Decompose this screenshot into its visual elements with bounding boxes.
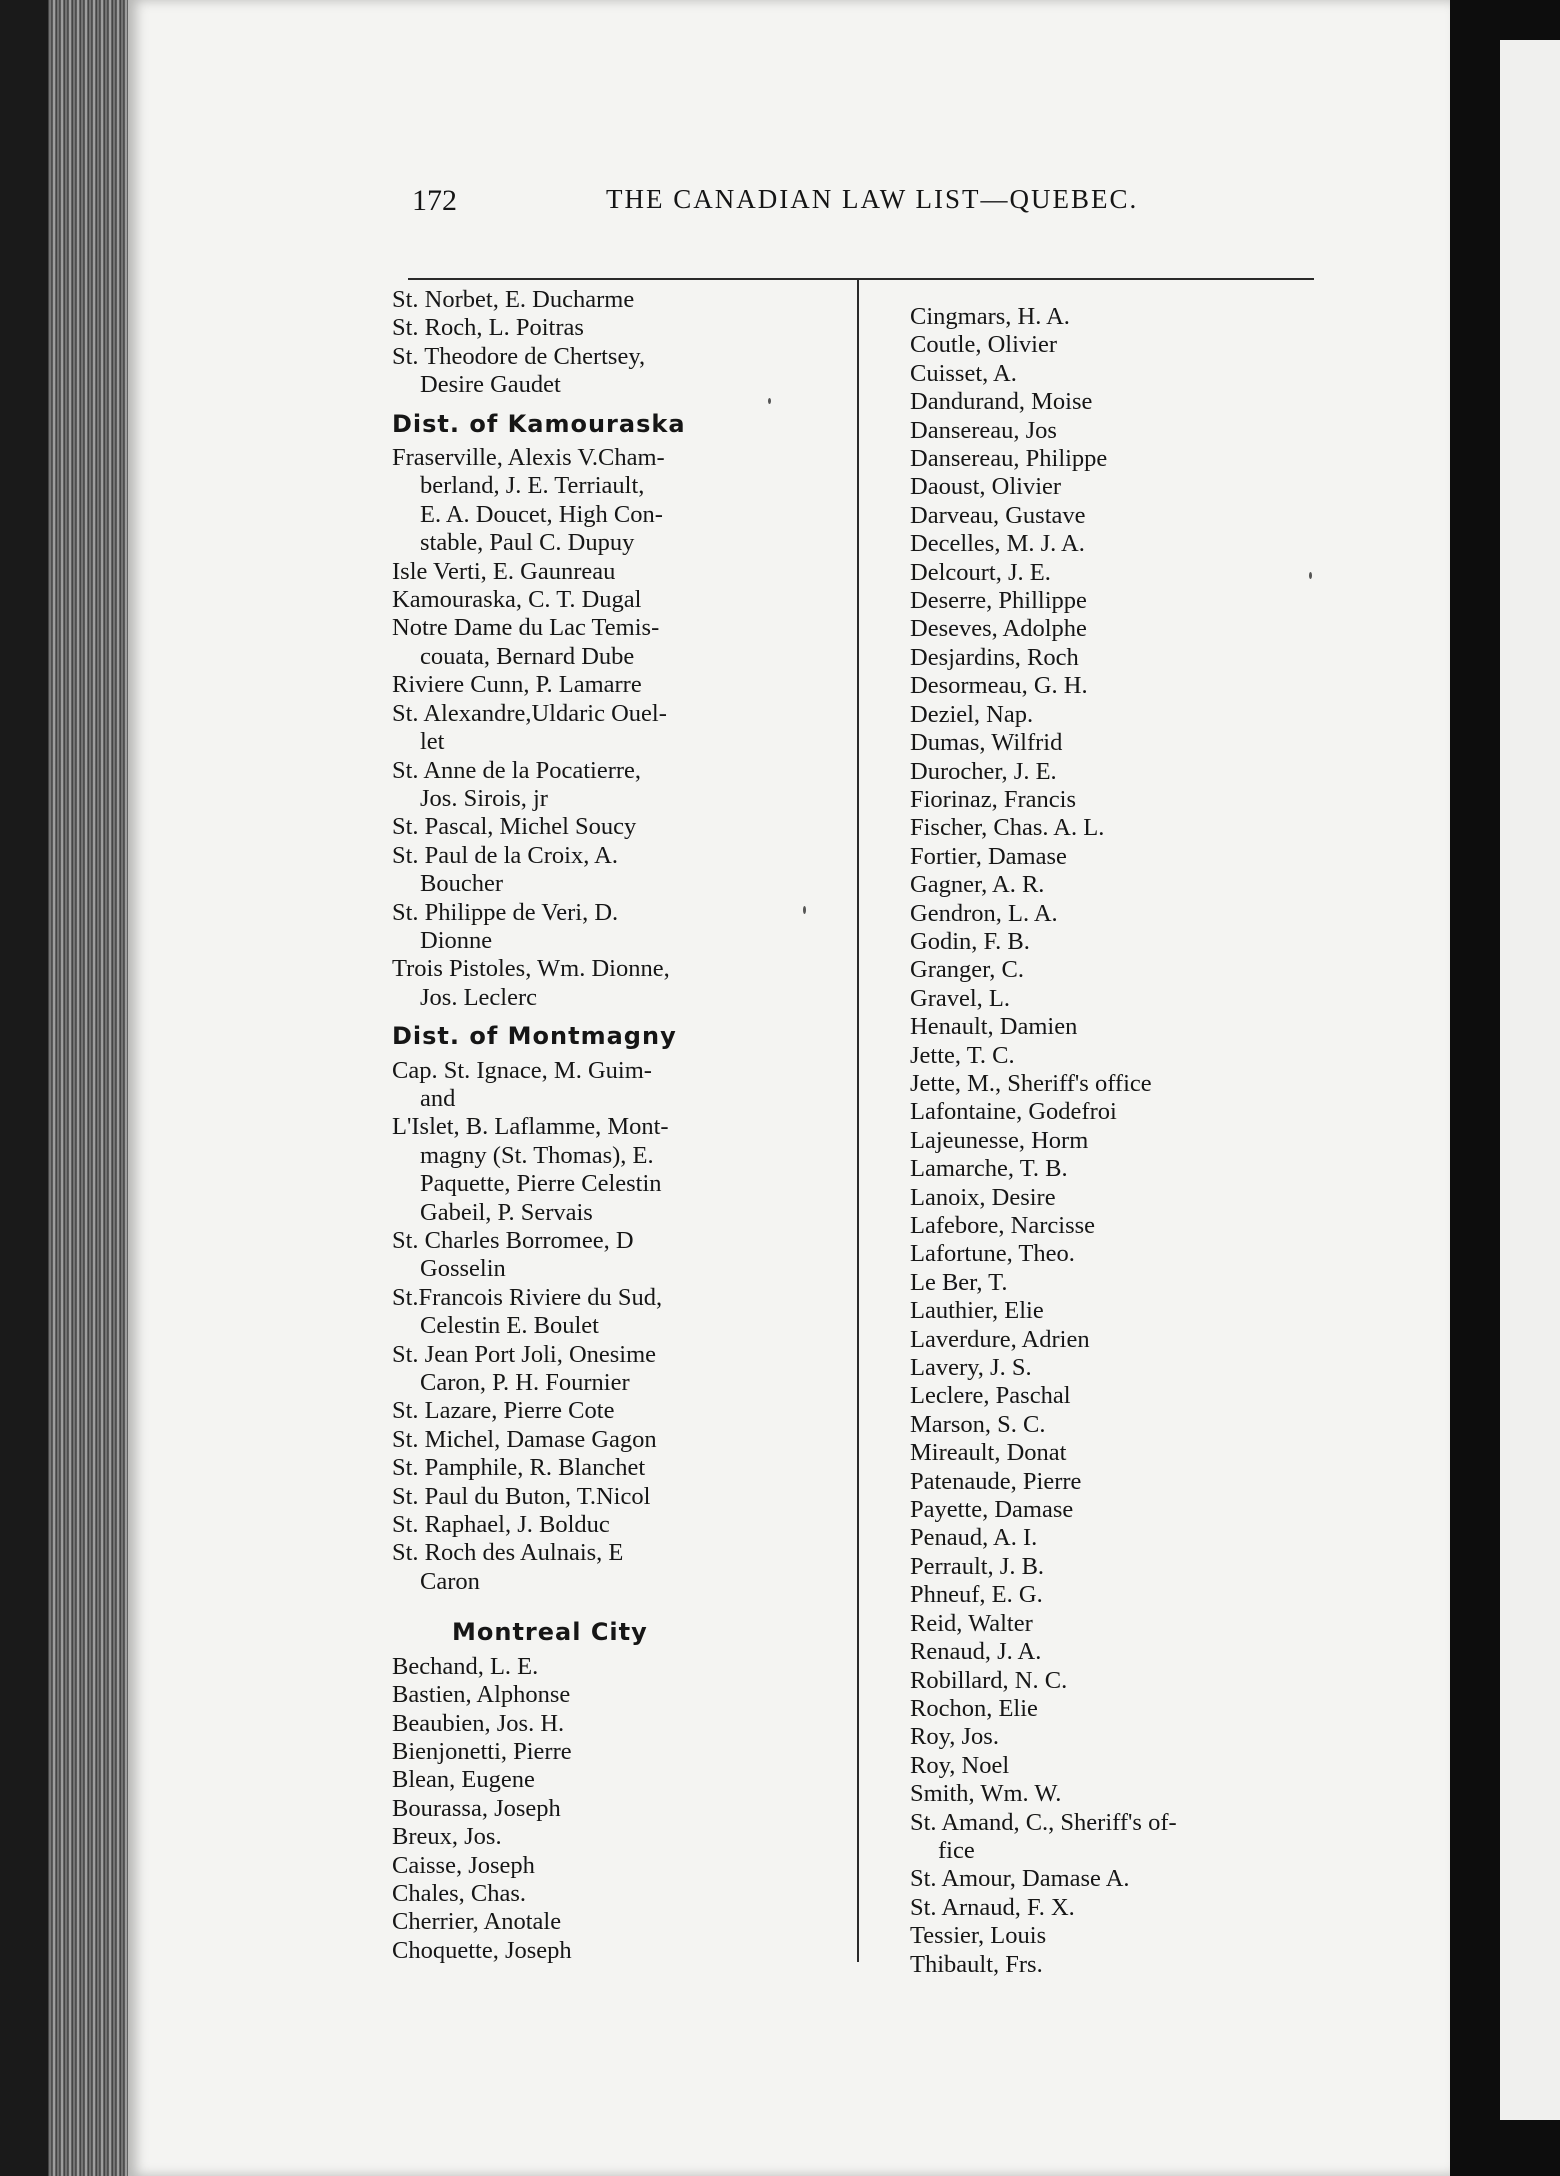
listing-continuation: couata, Bernard Dube <box>420 642 635 670</box>
listing-entry: Deserre, Phillippe <box>910 587 1087 615</box>
listing-continuation: Dionne <box>420 926 493 954</box>
listing-entry: Bastien, Alphonse <box>392 1681 571 1709</box>
listing-continuation: let <box>420 728 445 756</box>
listing-continuation: E. A. Doucet, High Con- <box>420 500 663 528</box>
listing-entry: Kamouraska, C. T. Dugal <box>392 586 642 614</box>
listing-entry: Deziel, Nap. <box>910 700 1034 728</box>
listing-entry: St. Charles Borromee, D <box>392 1227 634 1254</box>
column-divider <box>857 278 859 1962</box>
listing-continuation: Celestin E. Boulet <box>420 1312 599 1340</box>
listing-entry: Rochon, Elie <box>910 1694 1038 1722</box>
listing-entry: Decelles, M. J. A. <box>910 530 1085 558</box>
listing-entry: St. Theodore de Chertsey, <box>392 342 646 370</box>
listing-entry: St. Paul du Buton, T.Nicol <box>392 1482 651 1510</box>
listing-entry: Marson, S. C. <box>910 1410 1046 1438</box>
listing-entry: St. Pamphile, R. Blanchet <box>392 1454 646 1482</box>
listing-entry: Fraserville, Alexis V.Cham- <box>392 444 665 472</box>
header-rule <box>408 278 1314 280</box>
listing-continuation: Caron <box>420 1567 480 1595</box>
listing-entry: St. Anne de la Pocatierre, <box>392 756 642 784</box>
listing-entry: Dandurand, Moise <box>910 388 1093 416</box>
listing-entry: Bourassa, Joseph <box>392 1794 561 1822</box>
listing-continuation: Caron, P. H. Fournier <box>420 1369 630 1397</box>
listing-entry: St. Norbet, E. Ducharme <box>392 286 635 313</box>
listing-entry: Tessier, Louis <box>910 1922 1047 1950</box>
listing-entry: Coutle, Olivier <box>910 331 1057 359</box>
running-title: THE CANADIAN LAW LIST—QUEBEC. <box>606 184 1139 214</box>
listing-entry: St. Paul de la Croix, A. <box>392 841 618 869</box>
listing-entry: Beaubien, Jos. H. <box>392 1709 565 1737</box>
listing-entry: L'Islet, B. Laflamme, Mont- <box>392 1113 669 1141</box>
listing-entry: St. Alexandre,Uldaric Ouel- <box>392 699 667 727</box>
listing-entry: Henault, Damien <box>910 1013 1078 1041</box>
listing-entry: Gravel, L. <box>910 984 1010 1012</box>
right-column <box>910 303 1330 1979</box>
listing-entry: Lamarche, T. B. <box>910 1155 1068 1183</box>
listing-entry: Thibault, Frs. <box>910 1950 1043 1978</box>
listing-entry: Lafebore, Narcisse <box>910 1212 1096 1239</box>
listing-entry: Isle Verti, E. Gaunreau <box>392 557 616 585</box>
listing-entry: Chales, Chas. <box>392 1879 527 1907</box>
listing-entry: Gagner, A. R. <box>910 871 1045 899</box>
listing-entry: Bechand, L. E. <box>392 1652 539 1680</box>
listing-continuation: Jos. Leclerc <box>420 983 537 1011</box>
listing-entry: Riviere Cunn, P. Lamarre <box>392 671 642 699</box>
listing-continuation: stable, Paul C. Dupuy <box>420 529 635 557</box>
listing-entry: St. Roch, L. Poitras <box>392 314 584 342</box>
listing-continuation: and <box>420 1084 456 1112</box>
listing-entry: Daoust, Olivier <box>910 473 1062 501</box>
section-heading: Dist. of Kamouraska <box>392 409 686 438</box>
listing-entry: Cherrier, Anotale <box>392 1908 562 1936</box>
listing-entry: Desormeau, G. H. <box>910 672 1088 700</box>
listing-entry: Le Ber, T. <box>910 1268 1008 1296</box>
listing-entry: Robillard, N. C. <box>910 1666 1068 1694</box>
listing-entry: St. Arnaud, F. X. <box>910 1893 1075 1921</box>
listing-entry: Leclere, Paschal <box>910 1382 1071 1410</box>
listing-entry: St. Raphael, J. Bolduc <box>392 1511 610 1539</box>
listing-entry: Granger, C. <box>910 956 1024 984</box>
listing-entry: Penaud, A. I. <box>910 1524 1038 1552</box>
listing-entry: Lauthier, Elie <box>910 1297 1044 1325</box>
listing-entry: Smith, Wm. W. <box>910 1780 1062 1808</box>
listing-entry: St. Amour, Damase A. <box>910 1865 1130 1893</box>
listing-entry: Lafortune, Theo. <box>910 1240 1075 1268</box>
listing-entry: St. Michel, Damase Gagon <box>392 1425 657 1453</box>
listing-entry: Roy, Jos. <box>910 1723 999 1751</box>
listing-entry: St.Francois Riviere du Sud, <box>392 1283 663 1311</box>
listing-entry: Patenaude, Pierre <box>910 1467 1082 1495</box>
listing-entry: Perrault, J. B. <box>910 1552 1045 1580</box>
listing-entry: Reid, Walter <box>910 1609 1033 1637</box>
listing-continuation: Boucher <box>420 870 503 898</box>
listing-entry: Fischer, Chas. A. L. <box>910 814 1105 842</box>
listing-entry: St. Amand, C., Sheriff's of- <box>910 1808 1177 1836</box>
listing-entry: Laverdure, Adrien <box>910 1325 1090 1353</box>
listing-entry: Cap. St. Ignace, M. Guim- <box>392 1056 652 1084</box>
listing-entry: Dansereau, Jos <box>910 416 1057 444</box>
listing-entry: Mireault, Donat <box>910 1439 1067 1467</box>
listing-entry: Caisse, Joseph <box>392 1851 535 1879</box>
listing-continuation: Paquette, Pierre Celestin <box>420 1170 662 1198</box>
listing-entry: Delcourt, J. E. <box>910 558 1051 586</box>
listing-continuation: Gabeil, P. Servais <box>420 1198 593 1226</box>
listing-entry: Roy, Noel <box>910 1751 1010 1779</box>
listing-entry: St. Roch des Aulnais, E <box>392 1539 624 1567</box>
listing-continuation: Jos. Sirois, jr <box>420 784 548 812</box>
listing-entry: St. Jean Port Joli, Onesime <box>392 1340 657 1368</box>
page-number: 172 <box>412 184 457 217</box>
listing-continuation: fice <box>938 1836 975 1864</box>
listing-entry: Fortier, Damase <box>910 842 1067 870</box>
book-page-edges <box>48 0 138 2176</box>
listing-entry: Bienjonetti, Pierre <box>392 1737 572 1765</box>
listing-entry: Godin, F. B. <box>910 927 1030 955</box>
listing-entry: Cuisset, A. <box>910 359 1017 387</box>
listing-entry: Lavery, J. S. <box>910 1354 1032 1382</box>
listing-entry: St. Pascal, Michel Soucy <box>392 813 637 841</box>
left-column <box>392 286 842 1965</box>
listing-entry: Trois Pistoles, Wm. Dionne, <box>392 955 670 983</box>
listing-entry: Fiorinaz, Francis <box>910 785 1077 813</box>
listing-entry: Darveau, Gustave <box>910 501 1086 529</box>
listing-entry: Deseves, Adolphe <box>910 615 1087 643</box>
listing-entry: Blean, Eugene <box>392 1766 535 1794</box>
listing-entry: Jette, M., Sheriff's office <box>910 1069 1152 1097</box>
listing-entry: Breux, Jos. <box>392 1823 502 1851</box>
listing-entry: St. Lazare, Pierre Cote <box>392 1397 615 1425</box>
listing-entry: Cingmars, H. A. <box>910 303 1070 330</box>
listing-entry: St. Philippe de Veri, D. <box>392 898 619 926</box>
listing-entry: Jette, T. C. <box>910 1041 1015 1069</box>
listing-entry: Dumas, Wilfrid <box>910 729 1063 757</box>
listing-entry: Choquette, Joseph <box>392 1936 572 1964</box>
listing-entry: Desjardins, Roch <box>910 643 1079 671</box>
listing-continuation: magny (St. Thomas), E. <box>420 1141 654 1169</box>
section-heading: Montreal City <box>452 1618 648 1647</box>
listing-entry: Phneuf, E. G. <box>910 1581 1043 1609</box>
listing-entry: Lafontaine, Godefroi <box>910 1098 1117 1126</box>
listing-continuation: berland, J. E. Terriault, <box>420 472 645 500</box>
listing-entry: Dansereau, Philippe <box>910 445 1108 473</box>
listing-entry: Lajeunesse, Horm <box>910 1126 1089 1154</box>
listing-continuation: Gosselin <box>420 1255 506 1283</box>
facing-page-edge <box>1500 40 1560 2120</box>
listing-entry: Durocher, J. E. <box>910 757 1057 785</box>
listing-entry: Payette, Damase <box>910 1496 1074 1524</box>
listing-continuation: Desire Gaudet <box>420 371 561 399</box>
listing-entry: Notre Dame du Lac Temis- <box>392 614 660 642</box>
listing-entry: Renaud, J. A. <box>910 1638 1042 1666</box>
section-heading: Dist. of Montmagny <box>392 1022 677 1051</box>
listing-entry: Gendron, L. A. <box>910 899 1058 927</box>
listing-entry: Lanoix, Desire <box>910 1183 1056 1211</box>
